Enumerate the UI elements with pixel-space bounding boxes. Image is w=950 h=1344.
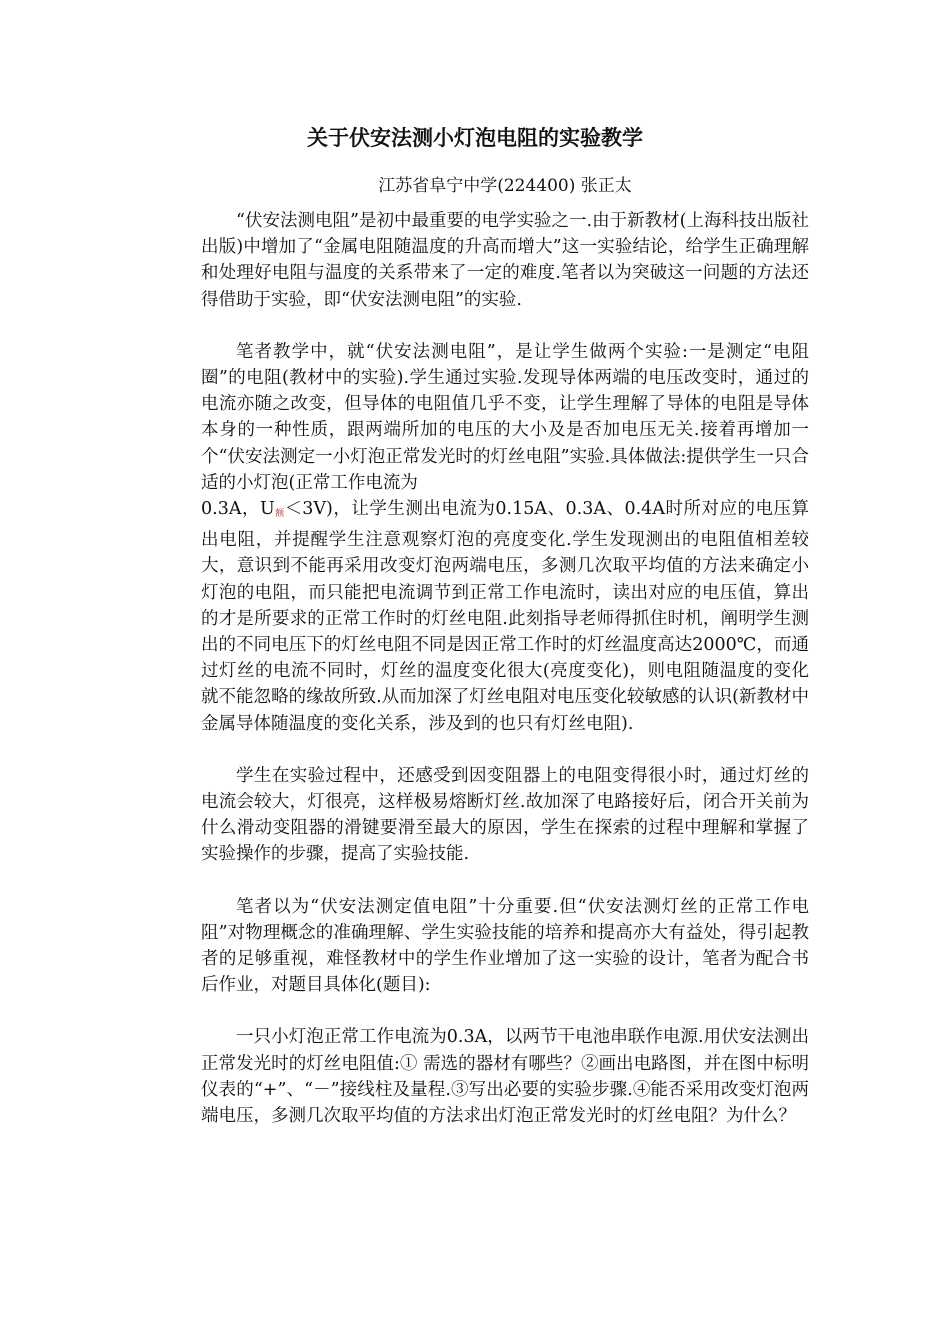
paragraph-2-part2-rest: ＜3V)，让学生测出电流为0.15A、0.3A、0.4A时所对应的电压算出电阻，并提醒学生注意观察灯泡的亮度变化.学生发现测出的电阻值相差较大，意识到不能再采用改变灯泡两端电压，多测几次取平均值的方法来确定小灯泡的电阻，而只能把电流调节到正常工作电流时，读出对应的电压值，算出的才是所要求的正常工作时的灯丝电阻.此刻指导老师得抓住时机，阐明学生测出的不同电压下的灯丝电阻不同是因正常工作时的灯丝温度高达2000℃，而通过灯丝的电流不同时，灯丝的温度变化很大(亮度变化)，则电阻随温度的变化就不能忽略的缘故所致.从而加深了灯丝电阻对电压变化较敏感的认识(新教材中金属导体随温度的变化关系，涉及到的也只有灯丝电阻). bbox=[201, 499, 809, 734]
paragraph-2 bbox=[201, 339, 809, 737]
paragraph-4: 笔者以为“伏安法测定值电阻”十分重要.但“伏安法测灯丝的正常工作电阻”对物理概念的准确理解、学生实验技能的培养和提高亦大有益处，得引起教者的足够重视，难怪教材中的学生作业增加了这一实验的设计，笔者为配合书后作业，对题目具体化(题目): bbox=[201, 896, 809, 996]
document-title: 关于伏安法测小灯泡电阻的实验教学 bbox=[307, 126, 643, 150]
paragraph-1: “伏安法测电阻”是初中最重要的电学实验之一.由于新教材(上海科技出版社出版)中增加了“金属电阻随温度的升高而增大”这一实验结论，给学生正确理解和处理好电阻与温度的关系带来了一定的难度.笔者以为突破这一问题的方法还得借助于实验，即“伏安法测电阻”的实验. bbox=[201, 211, 809, 310]
paragraph-2-part2-start: 0.3A，U bbox=[201, 499, 275, 520]
paragraph-3: 学生在实验过程中，还感受到因变阻器上的电阻变得很小时，通过灯丝的电流会较大，灯很亮，这样极易熔断灯丝.故加深了电路接好后，闭合开关前为什么滑动变阻器的滑键要滑至最大的原因，学生在探索的过程中理解和掌握了实验操作的步骤，提高了实验技能. bbox=[201, 765, 809, 865]
author-line: 江苏省阜宁中学(224400) 张正太 bbox=[378, 176, 632, 196]
paragraph-2-part1: 笔者教学中，就“伏安法测电阻”，是让学生做两个实验:一是测定“电阻圈”的电阻(教材中的实验).学生通过实验.发现导体两端的电压改变时，通过的电流亦随之改变，但导体的电阻值几乎不变，让学生理解了导体的电阻是导体本身的一种性质，跟两端所加的电压的大小及是否加电压无关.接着再增加一个“伏安法测定一小灯泡正常发光时的灯丝电阻”实验.具体做法:提供学生一只合适的小灯泡(正常工作电流为 bbox=[201, 341, 809, 493]
paragraph-5: 一只小灯泡正常工作电流为0.3A，以两节干电池串联作电源.用伏安法测出正常发光时的灯丝电阻值:① 需选的器材有哪些？②画出电路图，并在图中标明仪表的“+”、“－”接线柱及量程.③写出必要的实验步骤.④能否采用改变灯泡两端电压，多测几次取平均值的方法求出灯泡正常发光时的灯丝电阻？为什么？ bbox=[201, 1027, 809, 1127]
article-body bbox=[201, 208, 809, 1155]
subscript-rated: 额 bbox=[274, 509, 285, 520]
